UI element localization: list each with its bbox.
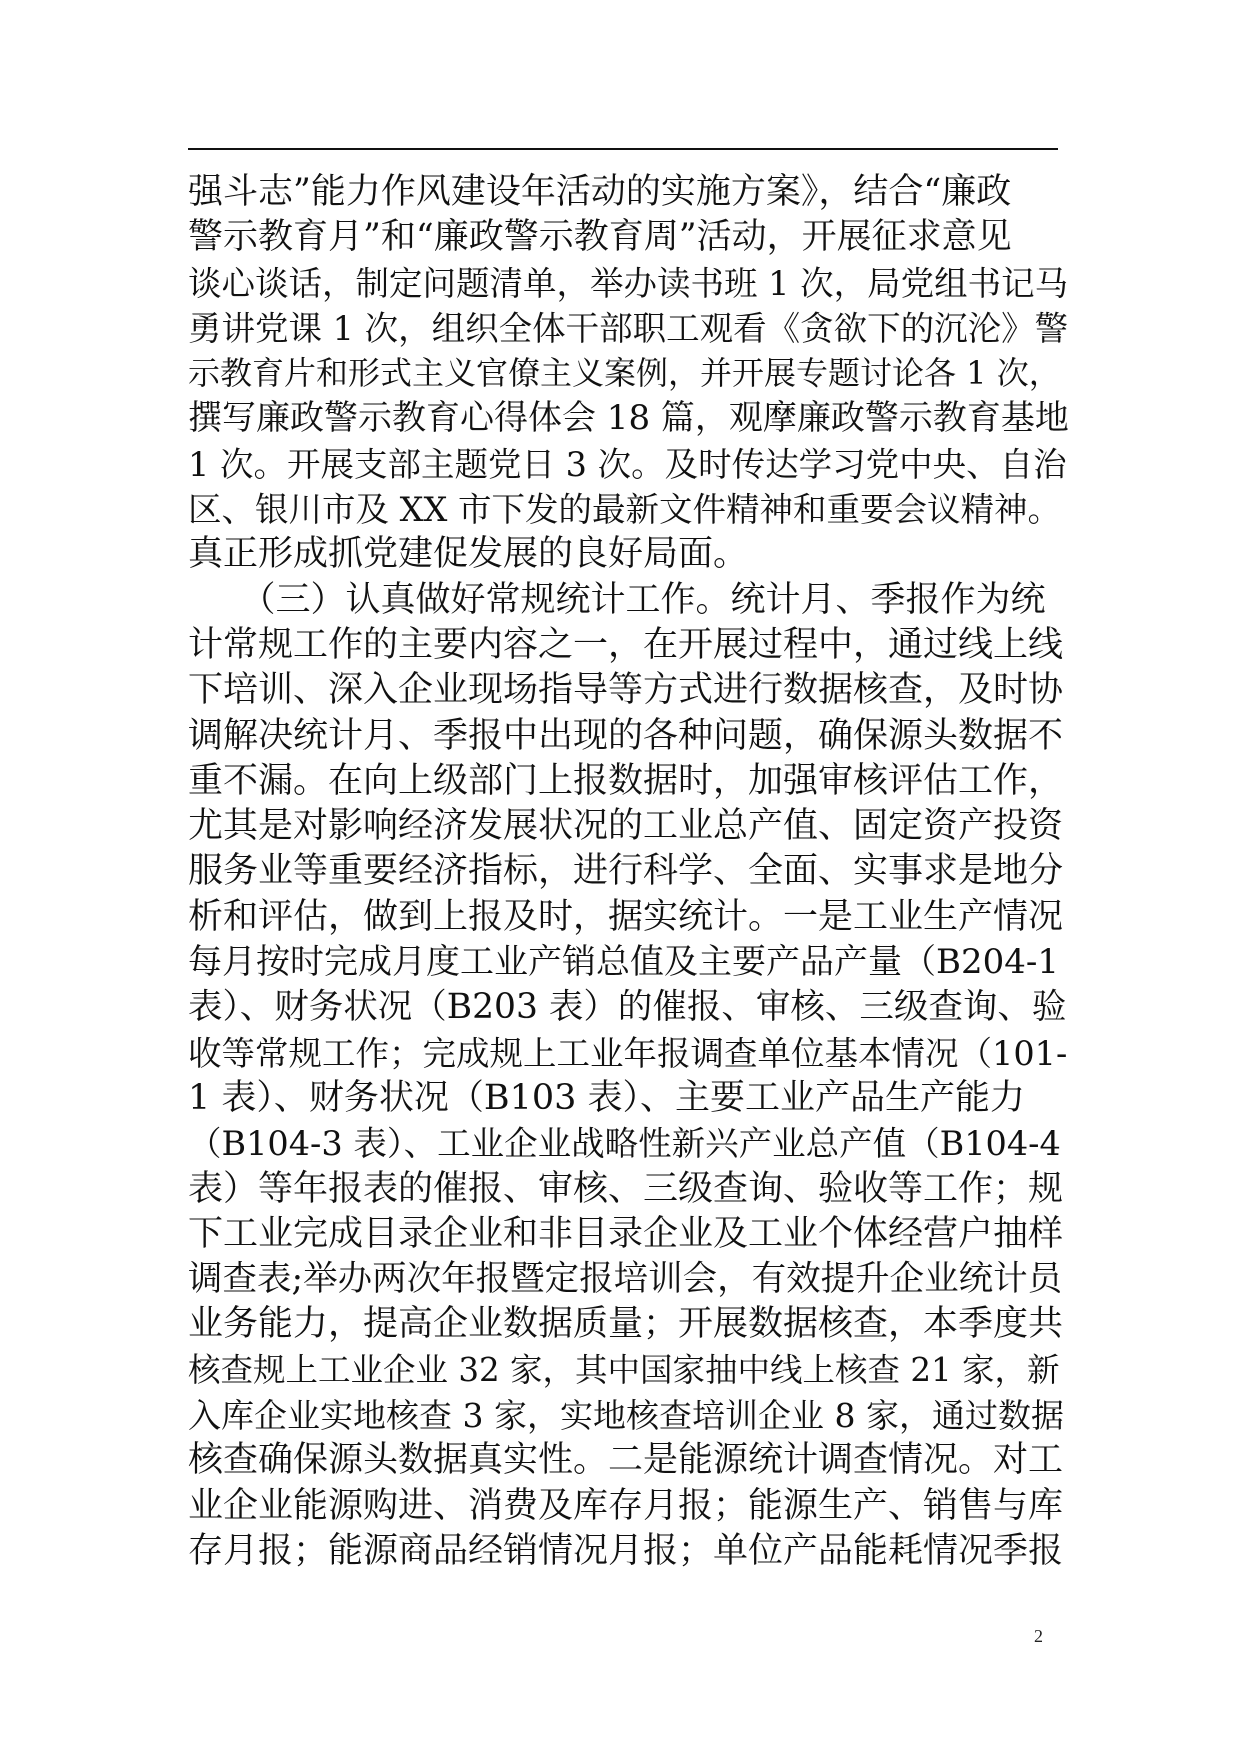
text-line: 收等常规工作；完成规上工业年报调查单位基本情况（101- xyxy=(188,1033,1068,1073)
text-line: 析和评估，做到上报及时，据实统计。一是工业生产情况 xyxy=(188,896,1064,937)
text-line: 下工业完成目录企业和非目录企业及工业个体经营户抽样 xyxy=(188,1213,1064,1254)
text-line: 重不漏。在向上级部门上报数据时，加强审核评估工作， xyxy=(188,760,1064,801)
text-line: 谈心谈话，制定问题清单，举办读书班 1 次，局党组书记马 xyxy=(188,263,1069,303)
text-line: 1 表）、财务状况（B103 表）、主要工业产品生产能力 xyxy=(188,1077,1026,1118)
text-line: 入库企业实地核查 3 家，实地核查培训企业 8 家，通过数据 xyxy=(188,1396,1064,1436)
text-line: 勇讲党课 1 次，组织全体干部职工观看《贪欲下的沉沦》警 xyxy=(188,308,1069,348)
text-line: 强斗志”能力作风建设年活动的实施方案》，结合“廉政 xyxy=(188,172,1012,212)
text-line: 表）、财务状况（B203 表）的催报、审核、三级查询、验 xyxy=(188,987,1067,1028)
text-line: 区、银川市及 XX 市下发的最新文件精神和重要会议精神。 xyxy=(188,490,1061,530)
text-line: 服务业等重要经济指标，进行科学、全面、实事求是地分 xyxy=(188,851,1064,892)
page-number: 2 xyxy=(1034,1626,1043,1646)
text-line: 尤其是对影响经济发展状况的工业总产值、固定资产投资 xyxy=(188,806,1064,847)
text-line: 撰写廉政警示教育心得体会 18 篇，观摩廉政警示教育基地 xyxy=(188,398,1069,439)
body-text xyxy=(188,170,1070,1574)
text-line: （B104-3 表）、工业企业战略性新兴产业总产值（B104-4 xyxy=(188,1124,1061,1164)
text-line: 计常规工作的主要内容之一，在开展过程中，通过线上线 xyxy=(188,624,1064,665)
text-line: 真正形成抓党建促发展的良好局面。 xyxy=(188,534,749,575)
text-line: 存月报；能源商品经销情况月报；单位产品能耗情况季报 xyxy=(188,1530,1064,1571)
text-line: 示教育片和形式主义官僚主义案例，并开展专题讨论各 1 次， xyxy=(188,354,1061,393)
text-line: 业务能力，提高企业数据质量；开展数据核查，本季度共 xyxy=(188,1304,1064,1345)
text-line: 警示教育月”和“廉政警示教育周”活动，开展征求意见 xyxy=(188,217,1012,258)
text-line: （三）认真做好常规统计工作。统计月、季报作为统 xyxy=(188,579,1046,620)
text-line: 业企业能源购进、消费及库存月报；能源生产、销售与库 xyxy=(188,1485,1064,1526)
text-line: 下培训、深入企业现场指导等方式进行数据核查，及时协 xyxy=(188,670,1064,711)
text-line: 调查表;举办两次年报暨定报培训会，有效提升企业统计员 xyxy=(188,1259,1063,1300)
text-line: 表）等年报表的催报、审核、三级查询、验收等工作；规 xyxy=(188,1168,1064,1209)
text-line: 调解决统计月、季报中出现的各种问题，确保源头数据不 xyxy=(188,715,1064,756)
text-line: 1 次。开展支部主题党日 3 次。及时传达学习党中央、自治 xyxy=(188,444,1067,484)
header-rule xyxy=(188,148,1058,150)
text-line: 核查确保源头数据真实性。二是能源统计调查情况。对工 xyxy=(188,1440,1064,1481)
text-line: 每月按时完成月度工业产销总值及主要产品产量（B204-1 xyxy=(188,942,1059,983)
text-line: 核查规上工业企业 32 家，其中国家抽中线上核查 21 家，新 xyxy=(188,1350,1060,1389)
